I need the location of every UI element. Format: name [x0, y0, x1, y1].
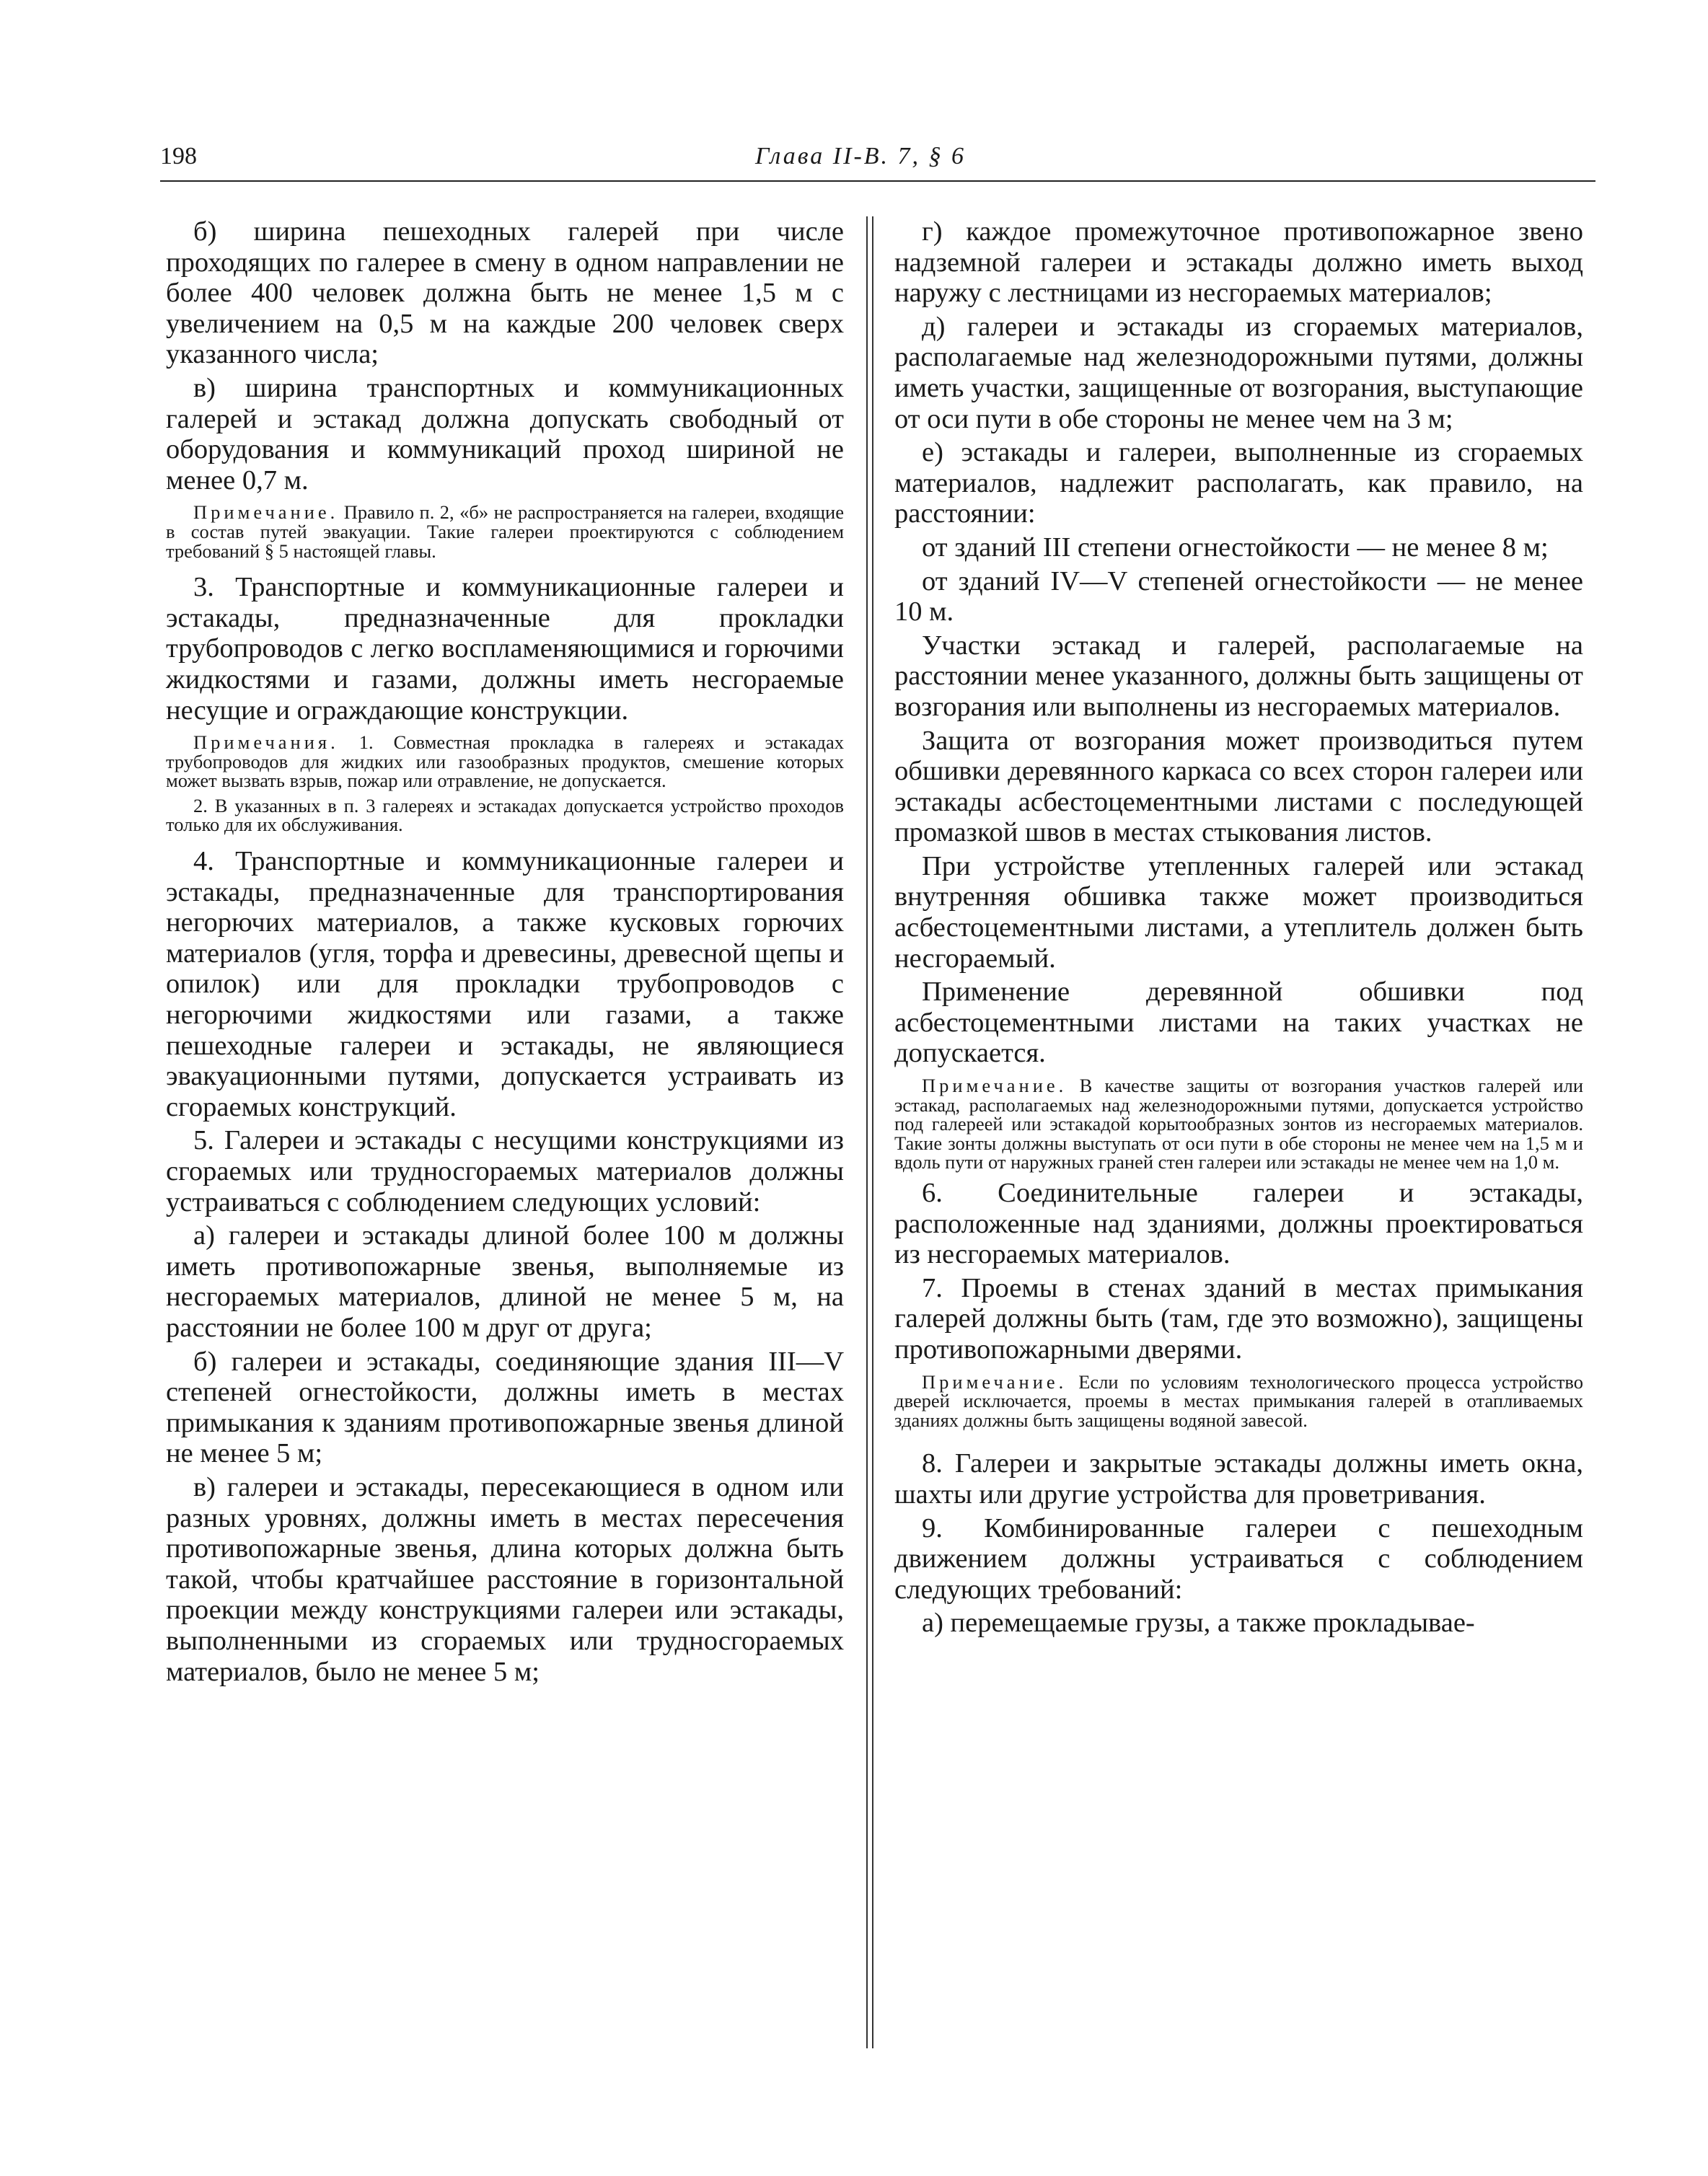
paragraph: в) ширина транспортных и коммуникационных галерей и эстакад должна допускать свободный от оборудования и коммуникаций проход шириной не менее 0,7 м.	[166, 372, 844, 495]
note-title: Примечание.	[193, 501, 339, 524]
paragraph: от зданий III степени огнестойкости — не менее 8 м;	[922, 532, 1549, 563]
paragraph: 6. Соединительные галереи и эстакады, расположенные над зданиями, должны проектироваться из несгораемых материалов.	[894, 1178, 1583, 1270]
note-text: Если по условиям технологического процесса устройство дверей исключается, проемы в местах примыкания галерей в отапливаемых зданиях должны быть защищены водяной завесой.	[894, 1370, 1583, 1431]
note-title: Примечание.	[922, 1075, 1068, 1097]
paragraph: а) галереи и эстакады длиной более 100 м должны иметь противопожарные звенья, выполняемые из несгораемых материалов, длиной не менее 5 м, на расстоянии не более 100 м друг от друга;	[166, 1220, 844, 1343]
paragraph: 5. Галереи и эстакады с несущими конструкциями из сгораемых или трудносгораемых материалов должны устраиваться с соблюдением следующих условий:	[166, 1125, 844, 1217]
paragraph: При устройстве утепленных галерей или эстакад внутренняя обшивка также может производиться асбестоцементными листами, а утеплитель должен быть несгораемый.	[894, 850, 1583, 974]
note-title: Примечание.	[922, 1370, 1068, 1393]
paragraph: в) галереи и эстакады, пересекающиеся в одном или разных уровнях, должны иметь в местах пересечения противопожарные звенья, длина которых должна быть такой, чтобы кратчайшее расстояние в горизонтальной проекции между конструкциями галереи или эстакады, выполненными из сгораемых или трудносгораемых материалов, было не менее 5 м;	[166, 1471, 844, 1687]
paragraph: Применение деревянной обшивки под асбестоцементными листами на таких участках не допускается.	[894, 977, 1583, 1069]
note	[894, 1370, 1583, 1431]
note	[166, 503, 844, 560]
paragraph: а) перемещаемые грузы, а также прокладывае-	[922, 1608, 1475, 1639]
right-column	[894, 216, 1583, 1642]
paragraph: 3. Транспортные и коммуникационные галереи и эстакады, предназначенные для прокладки трубопроводов с легко воспламеняющимися и горючими жидкостями и газами, должны иметь несгораемые несущие и ограждающие конструкции.	[166, 572, 844, 726]
page-header	[160, 143, 1587, 175]
paragraph: Участки эстакад и галерей, располагаемые на расстоянии менее указанного, должны быть защищены от возгорания или выполнены из несгораемых материалов.	[894, 630, 1583, 722]
paragraph: 8. Галереи и закрытые эстакады должны иметь окна, шахты или другие устройства для проветривания.	[894, 1448, 1583, 1510]
note-title: Примечания.	[193, 731, 339, 754]
note	[894, 1076, 1583, 1172]
paragraph: б) ширина пешеходных галерей при числе проходящих по галерее в смену в одном направлении не более 400 человек должна быть не менее 1,5 м с увеличением на 0,5 м на каждые 200 человек сверх указанного числа;	[166, 216, 844, 370]
paragraph: 9. Комбинированные галереи с пешеходным движением должны устраиваться с соблюдением следующих требований:	[894, 1512, 1583, 1605]
left-column	[166, 216, 844, 1690]
paragraph: Защита от возгорания может производиться путем обшивки деревянного каркаса со всех сторон галереи или эстакады асбестоцементными листами с последующей промазкой швов в местах стыкования листов.	[894, 725, 1583, 848]
running-head: Глава II-В. 7, § 6	[755, 143, 967, 169]
paragraph: г) каждое промежуточное противопожарное звено надземной галереи и эстакады должно иметь выход наружу с лестницами из несгораемых материалов;	[894, 216, 1583, 309]
note-text: Правило п. 2, «б» не распространяется на галереи, входящие в состав путей эвакуации. Такие галереи проектируются с соблюдением требований § 5 настоящей главы.	[166, 501, 844, 562]
paragraph: е) эстакады и галереи, выполненные из сгораемых материалов, надлежит располагать, как правило, на расстоянии:	[894, 437, 1583, 529]
paragraph: д) галереи и эстакады из сгораемых материалов, располагаемые над железнодорожными путями, должны иметь участки, защищенные от возгорания, выступающие от оси пути в обе стороны не менее чем на 3 м;	[894, 311, 1583, 434]
note-text: 1. Совместная прокладка в галереях и эстакадах трубопроводов для жидких или газообразных продуктов, смешение которых может вызвать взрыв, пожар или отравление, не допускается.	[166, 731, 844, 792]
paragraph: 7. Проемы в стенах зданий в местах примыкания галерей должны быть (там, где это возможно), защищены противопожарными дверями.	[894, 1272, 1583, 1365]
page-number: 198	[160, 143, 197, 169]
paragraph: б) галереи и эстакады, соединяющие здания III—V степеней огнестойкости, должны иметь в местах примыкания к зданиям противопожарные звенья длиной не менее 5 м;	[166, 1346, 844, 1469]
paragraph: от зданий IV—V степеней огнестойкости — не менее 10 м.	[894, 565, 1583, 627]
note-item: 2. В указанных в п. 3 галереях и эстакадах допускается устройство проходов только для их обслуживания.	[166, 794, 844, 836]
note	[166, 733, 844, 790]
column-divider	[866, 216, 873, 2048]
paragraph: 4. Транспортные и коммуникационные галереи и эстакады, предназначенные для транспортирования негорючих материалов, а также кусковых горючих материалов (угля, торфа и древесины, древесной щепы и опилок) или для прокладки трубопроводов с негорючими жидкостями или газами, а также пешеходные галереи и эстакады, не являющиеся эвакуационными путями, допускается устраивать из сгораемых конструкций.	[166, 846, 844, 1122]
note-text: В качестве защиты от возгорания участков галерей или эстакад, располагаемых над железнодорожными путями, допускается устройство под галереей или эстакадой корытообразных зонтов из несгораемых материалов. Такие зонты должны выступать от оси пути в обе стороны не менее чем на 1,5 м и вдоль пути от наружных граней стен галереи или эстакады не менее чем на 1,0 м.	[894, 1075, 1583, 1173]
header-rule	[160, 180, 1595, 182]
